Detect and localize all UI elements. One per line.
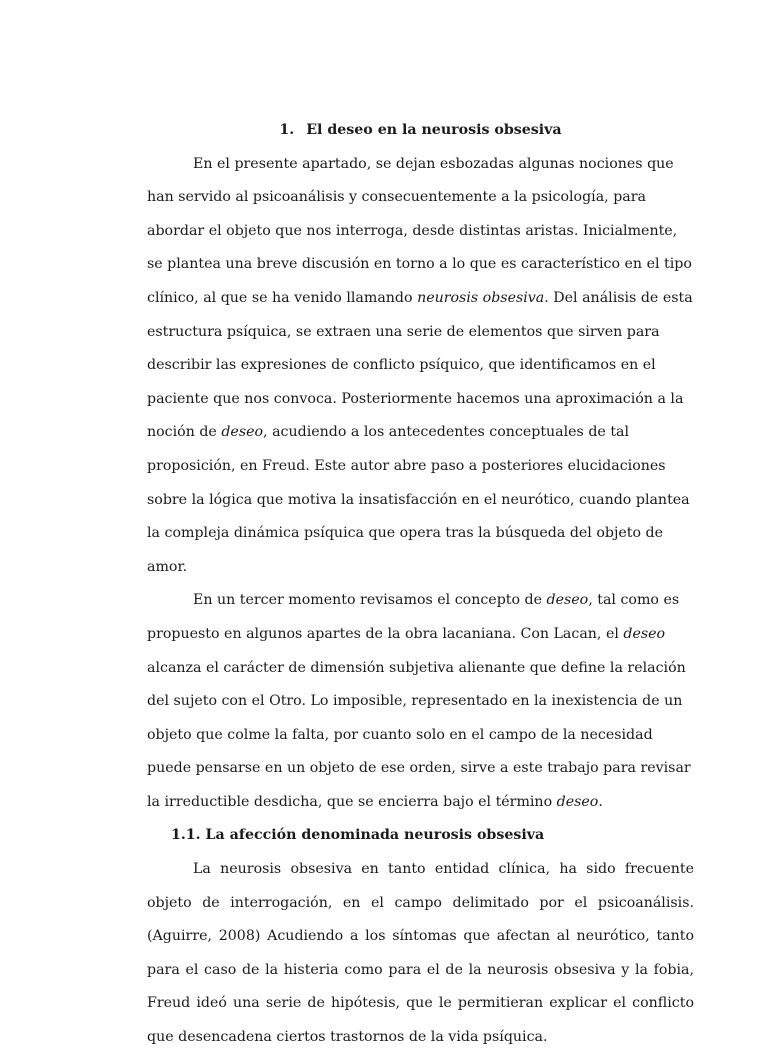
subsection-heading: 1.1. La afección denominada neurosis obsesiva <box>171 827 545 844</box>
italic-term: neurosis obsesiva <box>417 289 545 306</box>
paragraph-text: En el presente apartado, se dejan esbozadas algunas nociones que han servido al psicoanálisis y consecuentemente a la psicología, para abordar el objeto que nos interroga, desde distintas aristas. Inicialmente, se plantea una breve discusión en torno a lo que es característico en el tipo clínico, al que se ha venido llamando <box>147 155 692 306</box>
italic-term: deseo <box>221 424 264 441</box>
paragraph-lacan <box>147 584 694 819</box>
paragraph-text: En un tercer momento revisamos el concepto de <box>193 592 547 609</box>
paragraph-text: . Del análisis de esta estructura psíquica, se extraen una serie de elementos que sirven para describir las expresiones de conflicto psíquico, que identificamos en el paciente que nos convoca. Posteriormente hacemos una aproximación a la noción de <box>147 289 693 441</box>
italic-term: deseo <box>556 793 599 810</box>
document-body <box>147 114 694 1055</box>
section-number: 1. <box>279 122 295 138</box>
paragraph-text: , acudiendo a los antecedentes conceptuales de tal proposición, en Freud. Este autor abre paso a posteriores elucidaciones sobre la lógica que motiva la insatisfacción en el neurótico, cuando plantea la compleja dinámica psíquica que opera tras la búsqueda del objeto de amor. <box>147 424 690 575</box>
section-title: El deseo en la neurosis obsesiva <box>306 122 562 138</box>
paragraph-text: alcanza el carácter de dimensión subjetiva alienante que define la relación del sujeto con el Otro. Lo imposible, representado en la inexistencia de un objeto que colme la falta, por cuanto solo en el campo de la necesidad puede pensarse en un objeto de ese orden, sirve a este trabajo para revisar la irreductible desdicha, que se encierra bajo el término <box>147 659 691 810</box>
paragraph-text: , tal como es propuesto en algunos apartes de la obra lacaniana. Con Lacan, el <box>147 592 680 642</box>
paragraph-neurosis: La neurosis obsesiva en tanto entidad clínica, ha sido frecuente objeto de interrogación, en el campo delimitado por el psicoanálisis. (Aguirre, 2008) Acudiendo a los síntomas que afectan al neurótico, tanto para el caso de la histeria como para el de la neurosis obsesiva y la fobia, Freud ideó una serie de hipótesis, que le permitieran explicar el conflicto que desencadena ciertos trastornos de la vida psíquica. <box>147 861 694 1046</box>
paragraph-text: . <box>598 793 603 810</box>
italic-term: deseo <box>623 625 666 642</box>
italic-term: deseo <box>546 592 589 609</box>
section-heading <box>147 114 694 148</box>
paragraph-intro <box>147 148 694 585</box>
